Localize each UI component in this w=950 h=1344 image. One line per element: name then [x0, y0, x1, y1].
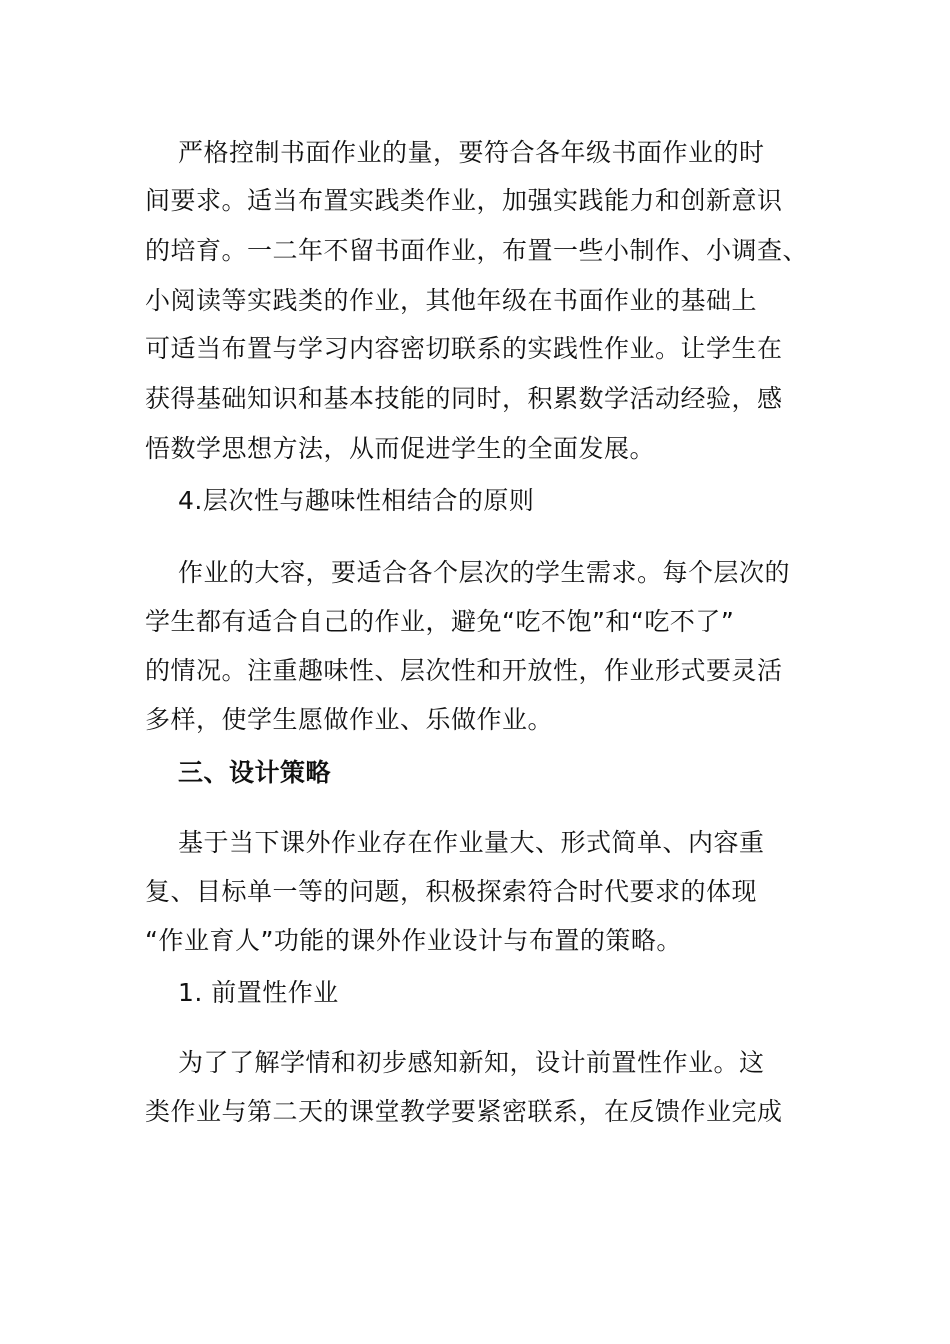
- paragraph-line: 复、目标单一等的问题，积极探索符合时代要求的体现: [145, 877, 758, 906]
- section-heading-design-strategy: 三、设计策略: [178, 758, 332, 787]
- paragraph-line: 类作业与第二天的课堂教学要紧密联系，在反馈作业完成: [145, 1097, 783, 1126]
- paragraph-line: 间要求。适当布置实践类作业，加强实践能力和创新意识: [145, 186, 783, 215]
- paragraph-line: 多样，使学生愿做作业、乐做作业。: [145, 705, 554, 734]
- paragraph-line: 严格控制书面作业的量，要符合各年级书面作业的时: [178, 138, 765, 167]
- paragraph-line: 悟数学思想方法，从而促进学生的全面发展。: [145, 434, 656, 463]
- paragraph-line: 为了了解学情和初步感知新知，设计前置性作业。这: [178, 1048, 765, 1077]
- paragraph-line: 的情况。注重趣味性、层次性和开放性，作业形式要灵活: [145, 656, 783, 685]
- paragraph-line: “作业育人”功能的课外作业设计与布置的策略。: [145, 926, 682, 955]
- paragraph-line: 可适当布置与学习内容密切联系的实践性作业。让学生在: [145, 334, 783, 363]
- paragraph-line: 小阅读等实践类的作业，其他年级在书面作业的基础上: [145, 286, 758, 315]
- paragraph-line: 的培育。一二年不留书面作业，布置一些小制作、小调查、: [145, 236, 809, 265]
- subheading-preview-homework: 1. 前置性作业: [178, 978, 339, 1007]
- paragraph-line: 学生都有适合自己的作业，避免“吃不饱”和“吃不了”: [145, 607, 735, 636]
- paragraph-line: 作业的大容，要适合各个层次的学生需求。每个层次的: [178, 558, 791, 587]
- subheading-principle-4: 4.层次性与趣味性相结合的原则: [178, 486, 535, 515]
- paragraph-line: 基于当下课外作业存在作业量大、形式简单、内容重: [178, 828, 765, 857]
- paragraph-line: 获得基础知识和基本技能的同时，积累数学活动经验，感: [145, 384, 783, 413]
